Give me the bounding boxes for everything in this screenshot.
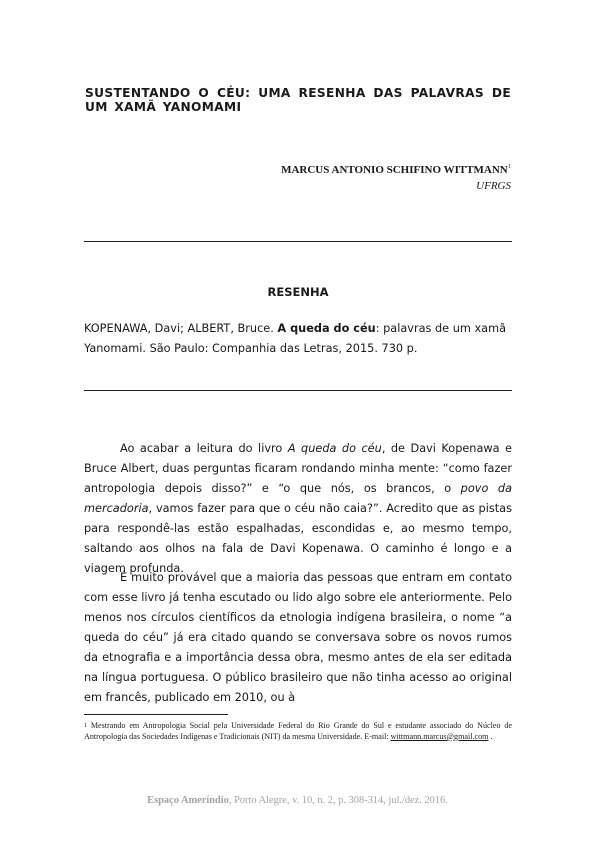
author-name: [281, 164, 511, 176]
author-name-text: MARCUS ANTONIO SCHIFINO WITTMANN: [281, 164, 508, 176]
author-institution: UFRGS: [476, 180, 511, 192]
top-divider: [84, 241, 512, 242]
bottom-divider: [84, 390, 512, 391]
body-paragraph-2: É muito provável que a maioria das pessoas que entram em contato com esse livro já tenha escutado ou lido algo sobre ele anteriormente. Pelo menos nos círculos científicos da etnologia indígena brasileira, o nome “a queda do céu” já era citado quando se conversava sobre os novos rumos da etnografia e a importância dessa obra, mesmo antes de ela ser editada na língua portuguesa. O público brasileiro que não tinha acesso ao original em francês, publicado em 2010, ou à: [84, 571, 512, 704]
page-footer: [0, 795, 595, 806]
p1-text-e: , vamos fazer para que o céu não caia?”. Acredito que as pistas para respondê-las estão espalhadas, escondidas e, ao mesmo tempo, saltando aos olhos na fala de Davi Kopenawa. O caminho é longo e a viagem profunda.: [84, 502, 512, 575]
journal-name: Espaço Ameríndio: [147, 795, 229, 806]
body-paragraph-1: [84, 439, 512, 579]
p1-italic-phrase: povo da mercadoria: [84, 482, 512, 515]
ref-book-title: A queda do céu: [277, 322, 376, 335]
footnote-end: .: [488, 731, 493, 741]
footnote-reference: 1: [507, 163, 511, 170]
section-heading: RESENHA: [267, 285, 329, 299]
bibliographic-reference: [84, 319, 512, 359]
p1-text-c: , de Davi Kopenawa e Bruce Albert, duas perguntas ficaram rondando minha mente: “como fazer antropologia depois disso?” e “o que nós, os brancos, o: [84, 442, 512, 495]
ref-details: : palavras de um xamã Yanomami. São Paulo: Companhia das Letras, 2015. 730 p.: [84, 322, 507, 355]
footnote-text: Mestrando em Antropologia Social pela Universidade Federal do Rio Grande do Sul e estudante associado do Núcleo de Antropologia das Sociedades Indígenas e Tradicionais (NIT) da mesma Universidade. E-mail:: [84, 721, 512, 741]
footnote-divider: [84, 714, 228, 715]
ref-authors: KOPENAWA, Davi; ALBERT, Bruce.: [84, 322, 278, 335]
footnote: [84, 721, 512, 742]
article-title: SUSTENTANDO O CÉU: UMA RESENHA DAS PALAVRAS DE UM XAMÃ YANOMAMI: [85, 86, 511, 114]
journal-citation: , Porto Alegre, v. 10, n. 2, p. 308-314, jul./dez. 2016.: [228, 795, 448, 806]
p1-text-a: Ao acabar a leitura do livro: [120, 442, 288, 455]
footnote-email-link[interactable]: wittmann.marcus@gmail.com: [390, 731, 489, 741]
footnote-mark: 1: [84, 723, 87, 729]
p1-book-title: A queda do céu: [287, 442, 382, 455]
